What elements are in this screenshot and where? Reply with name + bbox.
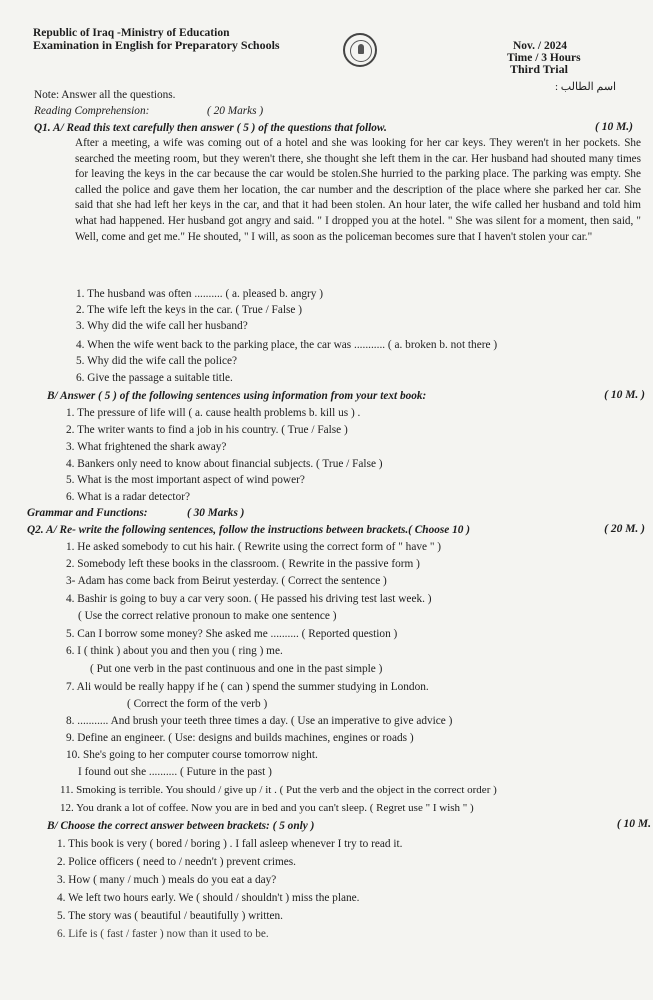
list-item: 10. She's going to her computer course tomorrow night. bbox=[66, 749, 318, 761]
list-item: 3. Why did the wife call her husband? bbox=[76, 320, 248, 332]
list-item: 5. What is the most important aspect of wind power? bbox=[66, 474, 305, 486]
exam-trial: Third Trial bbox=[510, 62, 568, 76]
list-item: 6. Give the passage a suitable title. bbox=[76, 372, 233, 384]
list-item: 4. Bankers only need to know about financial subjects. ( True / False ) bbox=[66, 458, 383, 470]
header-exam: Examination in English for Preparatory Schools bbox=[33, 38, 280, 52]
list-item: 7. Ali would be really happy if he ( can ) spend the summer studying in London. bbox=[66, 681, 429, 693]
list-item: 5. Why did the wife call the police? bbox=[76, 355, 238, 367]
list-item: 2. Police officers ( need to / needn't ) prevent crimes. bbox=[57, 856, 296, 868]
q2b-title: B/ Choose the correct answer between brackets: ( 5 only ) bbox=[47, 820, 315, 832]
list-item: 8. ........... And brush your teeth three times a day. ( Use an imperative to give advice ) bbox=[66, 715, 453, 727]
grammar-section-marks: ( 30 Marks ) bbox=[187, 507, 245, 519]
list-item: 6. Life is ( fast / faster ) now than it used to be. bbox=[57, 928, 269, 940]
list-item: 5. The story was ( beautiful / beautifully ) written. bbox=[57, 910, 283, 922]
list-item: ( Use the correct relative pronoun to make one sentence ) bbox=[78, 610, 337, 622]
list-item: 12. You drank a lot of coffee. Now you are in bed and you can't sleep. ( Regret use " I wish " ) bbox=[60, 802, 474, 814]
q2b-marks: ( 10 M. bbox=[616, 818, 651, 830]
list-item: 5. Can I borrow some money? She asked me .......... ( Reported question ) bbox=[66, 628, 398, 640]
list-item: 1. The husband was often .......... ( a. pleased b. angry ) bbox=[76, 288, 324, 300]
exam-note: Note: Answer all the questions. bbox=[34, 89, 176, 101]
list-item: ( Put one verb in the past continuous and one in the past simple ) bbox=[90, 663, 383, 675]
list-item: 3. What frightened the shark away? bbox=[66, 441, 227, 453]
list-item: ( Correct the form of the verb ) bbox=[127, 698, 268, 710]
q1a-title: Q1. A/ Read this text carefully then answer ( 5 ) of the questions that follow. bbox=[34, 122, 387, 134]
list-item: 6. What is a radar detector? bbox=[66, 491, 190, 503]
grammar-section-title: Grammar and Functions: bbox=[27, 507, 148, 519]
reading-passage: After a meeting, a wife was coming out of a hotel and she was looking for her car keys. They weren't in her pockets. She searched the meeting room, but they weren't there, she thought she left them in the car. Her husband had shouted many times for leaving the keys in the car because the car would be stolen.She hurried to the parking place. The parking was empty. She called the police and gave them her location, the car number and the description of the place where she parked her car. She said that she had left her keys in the car, and that it had been stolen. An hour later, the wife called her husband and told him what had happened. Her husband got angry and said. " I dropped you at the hotel. " She was silent for a moment, then said, " Well, come and get me." He shouted, " I will, as soon as the policeman becomes sure that I haven't stolen your car." bbox=[75, 137, 641, 243]
list-item: 1. He asked somebody to cut his hair. ( Rewrite using the correct form of " have " ) bbox=[66, 541, 442, 553]
list-item: 4. When the wife went back to the parking place, the car was ........... ( a. broken b. not there ) bbox=[76, 339, 498, 351]
list-item: 6. I ( think ) about you and then you ( ring ) me. bbox=[66, 645, 283, 657]
exam-date: Nov. / 2024 bbox=[513, 40, 567, 52]
list-item: 9. Define an engineer. ( Use: designs and builds machines, engines or roads ) bbox=[66, 732, 414, 744]
q2a-title: Q2. A/ Re- write the following sentences, follow the instructions between brackets.( Choose 10 ) bbox=[27, 524, 470, 536]
list-item: 4. Bashir is going to buy a car very soon. ( He passed his driving test last week. ) bbox=[66, 593, 432, 605]
list-item: 1. This book is very ( bored / boring ) . I fall asleep whenever I try to read it. bbox=[57, 838, 403, 850]
ministry-seal-icon bbox=[343, 33, 377, 67]
list-item: I found out she .......... ( Future in the past ) bbox=[78, 766, 272, 778]
list-item: 11. Smoking is terrible. You should / give up / it . ( Put the verb and the object in the correct order ) bbox=[60, 784, 497, 796]
q1a-marks: ( 10 M.) bbox=[594, 121, 633, 133]
list-item: 4. We left two hours early. We ( should / shouldn't ) miss the plane. bbox=[57, 892, 360, 904]
list-item: 3- Adam has come back from Beirut yesterday. ( Correct the sentence ) bbox=[66, 575, 387, 587]
exam-time: Time / 3 Hours bbox=[507, 52, 581, 64]
q1b-marks: ( 10 M. ) bbox=[604, 389, 645, 401]
list-item: 3. How ( many / much ) meals do you eat a day? bbox=[57, 874, 277, 886]
reading-section-title: Reading Comprehension: bbox=[34, 105, 150, 117]
student-name-label: اسم الطالب : bbox=[555, 81, 617, 93]
header-ministry: Republic of Iraq -Ministry of Education bbox=[33, 27, 230, 39]
list-item: 2. Somebody left these books in the classroom. ( Rewrite in the passive form ) bbox=[66, 558, 420, 570]
reading-section-marks: ( 20 Marks ) bbox=[207, 105, 264, 117]
list-item: 2. The writer wants to find a job in his country. ( True / False ) bbox=[66, 424, 348, 436]
list-item: 2. The wife left the keys in the car. ( True / False ) bbox=[76, 304, 302, 316]
q1b-title: B/ Answer ( 5 ) of the following sentences using information from your text book: bbox=[47, 390, 427, 402]
list-item: 1. The pressure of life will ( a. cause health problems b. kill us ) . bbox=[66, 407, 361, 419]
q2a-marks: ( 20 M. ) bbox=[604, 523, 645, 535]
